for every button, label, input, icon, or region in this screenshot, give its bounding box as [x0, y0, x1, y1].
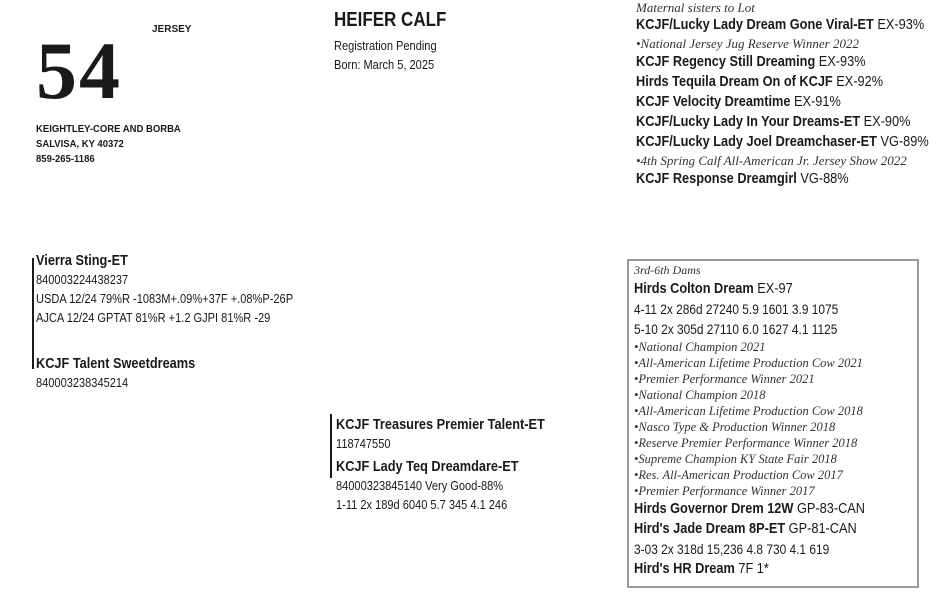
- dams-3-6: [634, 262, 906, 579]
- maternal-grandsire-block: [336, 415, 582, 453]
- animal-type: HEIFER CALF: [334, 9, 447, 31]
- birth-date: Born: March 5, 2025: [334, 57, 435, 72]
- award-note: •Res. All-American Production Cow 2017: [634, 468, 843, 482]
- consignor-name: KEIGHTLEY-CORE AND BORBA: [36, 124, 181, 135]
- fourth-dam: Hirds Governor Drem 12W GP-83-CAN: [634, 500, 866, 517]
- sire-name: Vierra Sting-ET: [36, 252, 128, 269]
- award-note: •Premier Performance Winner 2017: [634, 484, 815, 498]
- granddam-name: KCJF Lady Teq Dreamdare-ET: [336, 458, 519, 475]
- award-note: •Premier Performance Winner 2021: [634, 372, 815, 386]
- award-note: •National Champion 2018: [634, 388, 766, 402]
- award-note: •Nasco Type & Production Winner 2018: [634, 420, 836, 434]
- breed-label: JERSEY: [152, 24, 192, 35]
- sister-row: KCJF Response Dreamgirl VG-88%: [636, 170, 849, 187]
- sister-row: KCJF Regency Still Dreaming EX-93%: [636, 53, 866, 70]
- sister-row: Hirds Tequila Dream On of KCJF EX-92%: [636, 73, 884, 90]
- maternal-sisters: [636, 0, 952, 189]
- dam-name: KCJF Talent Sweetdreams: [36, 355, 196, 372]
- dam-id: 840003238345214: [36, 375, 129, 390]
- sixth-dam: Hird's HR Dream 7F 1*: [634, 560, 769, 577]
- grandsire-id: 118747550: [336, 436, 391, 451]
- fifth-dam: Hird's Jade Dream 8P-ET GP-81-CAN: [634, 520, 857, 537]
- third-dam: Hirds Colton Dream EX-97: [634, 280, 793, 297]
- award-note: •National Champion 2021: [634, 340, 766, 354]
- fifth-dam-record: 3-03 2x 318d 15,236 4.8 730 4.1 619: [634, 541, 830, 557]
- sister-row: KCJF/Lucky Lady Joel Dreamchaser-ET VG-89%: [636, 133, 929, 150]
- sire-ajca: AJCA 12/24 GPTAT 81%R +1.2 GJPI 81%R -29: [36, 310, 271, 325]
- sister-row: KCJF/Lucky Lady In Your Dreams-ET EX-90%: [636, 113, 911, 130]
- sister-note: •National Jersey Jug Reserve Winner 2022: [636, 36, 859, 51]
- consignor-city: SALVISA, KY 40372: [36, 139, 124, 150]
- award-note: •Reserve Premier Performance Winner 2018: [634, 436, 858, 450]
- consignor-phone: 859-265-1186: [36, 154, 95, 165]
- sire-id: 840003224438237: [36, 272, 129, 287]
- dams-header: 3rd-6th Dams: [634, 263, 701, 277]
- granddam-bracket: [330, 414, 332, 478]
- consignor-block: [36, 122, 188, 167]
- dam-block: [36, 354, 223, 392]
- granddam-id: 84000323845140 Very Good-88%: [336, 478, 504, 493]
- third-dam-record: 5-10 2x 305d 27110 6.0 1627 4.1 1125: [634, 321, 838, 337]
- award-note: •All-American Lifetime Production Cow 2018: [634, 404, 863, 418]
- award-note: •All-American Lifetime Production Cow 2021: [634, 356, 863, 370]
- third-dam-record: 4-11 2x 286d 27240 5.9 1601 3.9 1075: [634, 301, 839, 317]
- award-note: •Supreme Champion KY State Fair 2018: [634, 452, 837, 466]
- grandsire-name: KCJF Treasures Premier Talent-ET: [336, 416, 545, 433]
- sister-row: KCJF Velocity Dreamtime EX-91%: [636, 93, 841, 110]
- sister-note: •4th Spring Calf All-American Jr. Jersey Show 2022: [636, 153, 907, 168]
- registration-block: [334, 36, 437, 74]
- lot-number: 54: [36, 25, 122, 116]
- sire-block: [36, 251, 338, 327]
- granddam-record: 1-11 2x 189d 6040 5.7 345 4.1 246: [336, 497, 508, 512]
- maternal-sisters-header: Maternal sisters to Lot: [636, 0, 755, 15]
- maternal-granddam-block: [336, 457, 551, 514]
- registration-status: Registration Pending: [334, 38, 437, 53]
- sire-usda: USDA 12/24 79%R -1083M+.09%+37F +.08%P-26P: [36, 291, 294, 306]
- pedigree-bracket: [32, 258, 34, 369]
- sister-row: KCJF/Lucky Lady Dream Gone Viral-ET EX-93%: [636, 16, 925, 33]
